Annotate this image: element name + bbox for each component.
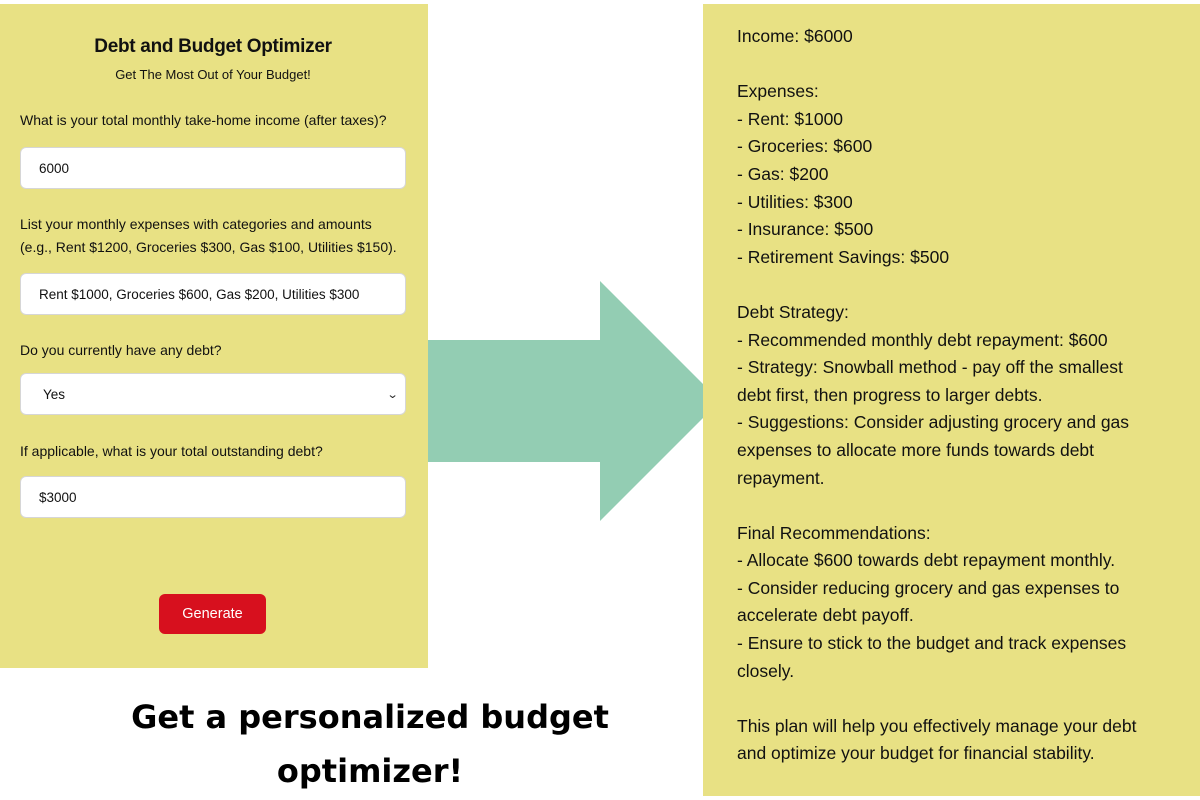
final-recommendations-heading: Final Recommendations: <box>737 522 931 543</box>
outstanding-debt-input-value: $3000 <box>39 489 77 505</box>
debt-question: Do you currently have any debt? <box>20 342 222 358</box>
expense-line: - Rent: $1000 <box>737 108 844 129</box>
expense-line: - Utilities: $300 <box>737 191 853 212</box>
result-panel <box>703 4 1200 796</box>
expense-line: - Insurance: $500 <box>737 219 874 240</box>
debt-select-value: Yes <box>43 386 66 402</box>
debt-strategy-line: debt first, then progress to larger debts. <box>737 384 1043 405</box>
outstanding-debt-question: If applicable, what is your total outstanding debt? <box>20 443 323 459</box>
final-recommendation-line: - Ensure to stick to the budget and track expenses <box>737 633 1127 654</box>
debt-strategy-line: expenses to allocate more funds towards debt <box>737 439 1095 460</box>
final-recommendation-line: - Allocate $600 towards debt repayment monthly. <box>737 550 1116 571</box>
debt-strategy-line: repayment. <box>737 467 825 488</box>
app-subtitle: Get The Most Out of Your Budget! <box>115 67 311 82</box>
income-question: What is your total monthly take-home income (after taxes)? <box>20 112 387 128</box>
debt-strategy-line: - Recommended monthly debt repayment: $600 <box>737 329 1108 350</box>
final-recommendation-line: accelerate debt payoff. <box>737 605 914 626</box>
final-recommendation-line: - Consider reducing grocery and gas expenses to <box>737 577 1120 598</box>
final-recommendation-line: closely. <box>737 660 795 681</box>
income-line: Income: $6000 <box>737 26 853 46</box>
income-input-value: 6000 <box>39 160 70 176</box>
expense-line: - Retirement Savings: $500 <box>737 246 950 267</box>
generate-button[interactable]: Generate <box>159 594 266 634</box>
chevron-down-icon: ⌄ <box>386 388 399 401</box>
app-title: Debt and Budget Optimizer <box>94 36 332 57</box>
closing-line: and optimize your budget for financial stability. <box>737 743 1095 764</box>
expense-line: - Groceries: $600 <box>737 136 873 157</box>
expenses-input-value: Rent $1000, Groceries $600, Gas $200, Utilities $300 <box>39 286 360 302</box>
expenses-heading: Expenses: <box>737 81 819 102</box>
optimizer-form-panel <box>0 4 428 668</box>
tagline-line-2: optimizer! <box>276 752 464 790</box>
debt-strategy-heading: Debt Strategy: <box>737 301 849 322</box>
expenses-input[interactable] <box>20 273 406 315</box>
income-input[interactable] <box>20 147 406 189</box>
outstanding-debt-input[interactable] <box>20 476 406 518</box>
debt-select[interactable] <box>20 373 406 415</box>
debt-strategy-line: - Suggestions: Consider adjusting grocery and gas <box>737 412 1130 433</box>
tagline-line-1: Get a personalized budget <box>131 698 609 736</box>
right-arrow-icon <box>428 281 720 521</box>
closing-line: This plan will help you effectively manage your debt <box>737 715 1137 736</box>
tagline <box>50 690 690 798</box>
debt-strategy-line: - Strategy: Snowball method - pay off the smallest <box>737 357 1123 378</box>
arrow-shape <box>428 281 720 521</box>
expense-line: - Gas: $200 <box>737 163 829 184</box>
expenses-question: List your monthly expenses with categories and amounts (e.g., Rent $1200, Groceries $300, Gas $100, Utilities $150). <box>20 216 397 255</box>
